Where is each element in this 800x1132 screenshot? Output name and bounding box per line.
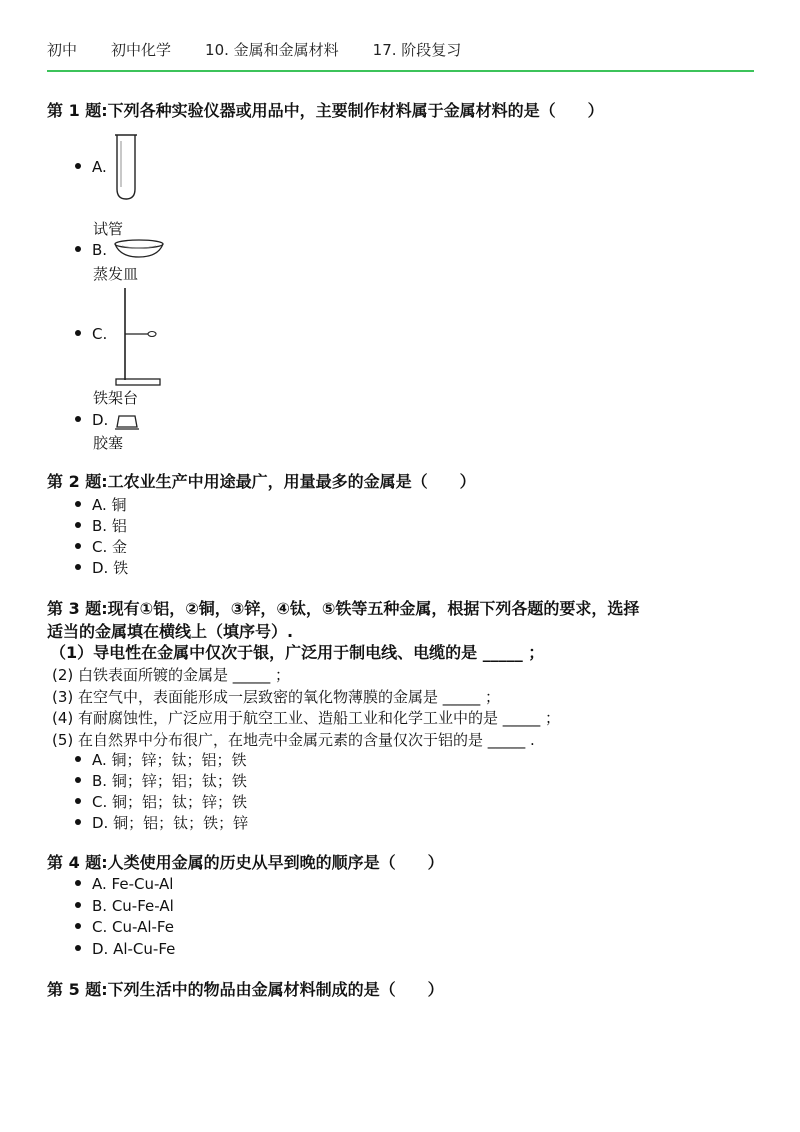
q1-caption-a: 试管 [93,220,124,238]
q3-sub-2: (2) 白铁表面所镀的金属是 _____ ； [52,666,291,684]
test-tube-icon [113,133,139,203]
option-text: A. 铜；锌；钛；铝；铁 [92,751,247,769]
bullet [75,501,81,507]
q2-option-a[interactable] [75,495,127,516]
option-text: B. 铝 [92,517,127,535]
evaporating-dish-icon [112,238,166,260]
question-2-title: 第 2 题:工农业生产中用途最广，用量最多的金属是（ ） [47,472,476,491]
bullet [75,246,81,252]
q1-option-d[interactable] [75,410,108,431]
bullet [75,819,81,825]
q3-option-d[interactable] [75,813,248,834]
bullet [75,416,81,422]
option-text: D. Al-Cu-Fe [92,940,176,958]
breadcrumb-lesson[interactable]: 17. 阶段复习 [372,41,462,59]
option-label: C. [92,325,108,343]
option-text: B. 铜；锌；铝；钛；铁 [92,772,247,790]
q3-sub-3: (3) 在空气中，表面能形成一层致密的氧化物薄膜的金属是 _____ ； [52,688,501,706]
breadcrumb-subject[interactable]: 初中化学 [111,41,172,59]
q4-option-a[interactable] [75,874,173,895]
q4-option-d[interactable] [75,939,175,960]
q4-option-c[interactable] [75,917,174,938]
bullet [75,330,81,336]
question-1-title: 第 1 题:下列各种实验仪器或用品中，主要制作材料属于金属材料的是（ ） [47,101,604,120]
rubber-stopper-icon [114,412,140,432]
q2-option-d[interactable] [75,558,128,579]
bullet [75,880,81,886]
q1-caption-d: 胶塞 [93,434,124,452]
bullet [75,564,81,570]
q3-option-b[interactable] [75,771,247,792]
bullet [75,798,81,804]
q3-sub-5: (5) 在自然界中分布很广，在地壳中金属元素的含量仅次于铝的是 _____ . [52,731,535,749]
question-3-title-line2: 适当的金属填在横线上（填序号）. [47,622,294,641]
q1-option-b[interactable] [75,240,107,261]
option-text: B. Cu-Fe-Al [92,897,174,915]
breadcrumb-unit[interactable]: 10. 金属和金属材料 [205,41,339,59]
option-text: C. Cu-Al-Fe [92,918,174,936]
header-divider [47,70,754,72]
breadcrumb [47,38,754,62]
breadcrumb-level[interactable]: 初中 [47,41,78,59]
bullet [75,923,81,929]
bullet [75,163,81,169]
option-label: A. [92,158,107,176]
question-4-title: 第 4 题:人类使用金属的历史从早到晚的顺序是（ ） [47,853,444,872]
q3-option-a[interactable] [75,750,247,771]
question-3-title-line1: 第 3 题:现有①铝，②铜，③锌，④钛，⑤铁等五种金属，根据下列各题的要求，选择 [47,599,640,618]
bullet [75,945,81,951]
q1-caption-c: 铁架台 [93,389,139,407]
option-text: C. 铜；铝；钛；锌；铁 [92,793,248,811]
option-text: D. 铜；铝；钛；铁；锌 [92,814,249,832]
bullet [75,756,81,762]
option-text: A. Fe-Cu-Al [92,875,174,893]
q1-caption-b: 蒸发皿 [93,265,139,283]
bullet [75,902,81,908]
bullet [75,777,81,783]
bullet [75,543,81,549]
q1-option-c[interactable] [75,324,107,345]
q3-sub-4: (4) 有耐腐蚀性，广泛应用于航空工业、造船工业和化学工业中的是 _____ ； [52,709,561,727]
option-text: D. 铁 [92,559,129,577]
question-5-title: 第 5 题:下列生活中的物品由金属材料制成的是（ ） [47,980,444,999]
q2-option-c[interactable] [75,537,127,558]
option-text: A. 铜 [92,496,127,514]
option-text: C. 金 [92,538,128,556]
bullet [75,522,81,528]
q1-option-a[interactable] [75,157,107,178]
option-label: B. [92,241,108,259]
q3-option-c[interactable] [75,792,247,813]
q4-option-b[interactable] [75,896,174,917]
q3-sub-1: （1）导电性在金属中仅次于银，广泛用于制电线、电缆的是 _____ ； [50,643,545,662]
iron-stand-icon [112,286,164,390]
option-label: D. [92,411,109,429]
q2-option-b[interactable] [75,516,127,537]
